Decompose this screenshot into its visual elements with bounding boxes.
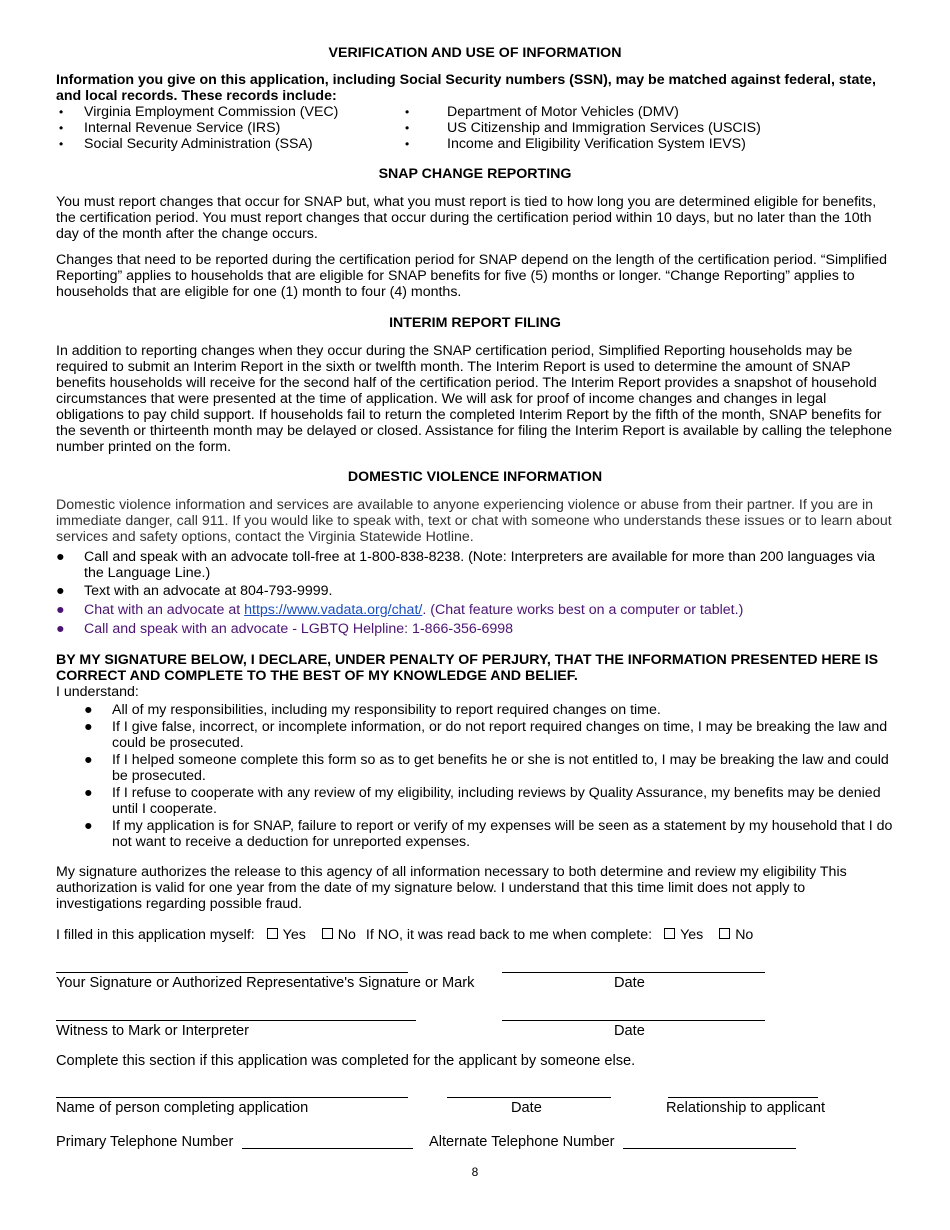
completer-date-label: Date (511, 1100, 542, 1116)
bullet-icon: • (59, 121, 64, 135)
declaration-item-text: If my application is for SNAP, failure to report or verify of my expenses will be seen as a statement by my household that I do not want to receive a deduction for unreported expenses. (112, 818, 893, 850)
snap-change-heading: SNAP CHANGE REPORTING (378, 166, 572, 182)
declaration-item-1 (84, 702, 894, 718)
primary-phone-label: Primary Telephone Number (56, 1134, 234, 1150)
records-row-1 (56, 104, 894, 120)
dv-bullet-4-text: Call and speak with an advocate - LGBTQ Helpline: 1-866-356-6998 (84, 621, 514, 637)
dv-bullet-2-text: Text with an advocate at 804-793-9999. (84, 583, 333, 599)
readback-no-checkbox[interactable] (719, 928, 730, 939)
filled-no-label: No (337, 927, 356, 943)
relationship-line[interactable] (668, 1097, 818, 1098)
readback-yes-label: Yes (680, 927, 704, 943)
dv-bullet-3-pre: Chat with an advocate at (84, 602, 245, 618)
bullet-icon: ● (56, 583, 65, 599)
readback-yes-checkbox[interactable] (664, 928, 675, 939)
i-understand: I understand: (56, 684, 139, 700)
witness-date-line[interactable] (502, 1020, 765, 1021)
read-back-question: If NO, it was read back to me when complete: (365, 927, 653, 943)
filled-question: I filled in this application myself: (56, 927, 255, 943)
bullet-icon: • (59, 137, 64, 151)
filled-yes-label: Yes (282, 927, 306, 943)
record-item: US Citizenship and Immigration Services (USCIS) (447, 120, 761, 136)
readback-no-label: No (735, 927, 754, 943)
bullet-icon: ● (84, 752, 93, 768)
declaration-item-5 (84, 818, 894, 850)
authorization-paragraph: My signature authorizes the release to this agency of all information necessary to both determine and review my eligibility This authorization is valid for one year from the date of my signature below. I understand that this time limit does not apply to investigations regarding possible fraud. (56, 864, 847, 912)
dv-bullet-4 (56, 621, 894, 637)
interim-paragraph: In addition to reporting changes when they occur during the SNAP certification period, Simplified Reporting households may be required to submit an Interim Report in the sixth or twelfth month. The Interim Report is used to determine the amount of SNAP benefits households will receive for the second half of the certification period. The Interim Report provides a snapshot of household circumstances that were presented at the time of application. We will ask for proof of income changes and changes in legal obligations to pay child support. If households fail to return the completed Interim Report by the fifth of the month, SNAP benefits for the seventh or thirteenth month may be delayed or closed. Assistance for filing the Interim Report is available by calling the telephone number printed on the form. (56, 343, 892, 455)
primary-phone-line[interactable] (242, 1148, 413, 1149)
bullet-icon: ● (84, 702, 93, 718)
filled-no-checkbox[interactable] (322, 928, 333, 939)
alternate-phone-line[interactable] (623, 1148, 796, 1149)
record-item: Social Security Administration (SSA) (84, 136, 313, 152)
signature-date-line[interactable] (502, 972, 765, 973)
records-row-2 (56, 120, 894, 136)
declaration-item-text: All of my responsibilities, including my responsibility to report required changes on time. (112, 702, 661, 718)
declaration-item-text: If I refuse to cooperate with any review of my eligibility, including reviews by Quality Assurance, my benefits may be denied until I cooperate. (112, 785, 881, 817)
verification-intro: Information you give on this application, including Social Security numbers (SSN), may be matched against federal, state, and local records. These records include: (56, 72, 876, 104)
declaration-item-text: If I give false, incorrect, or incomplete information, or do not report required changes on time, I may be breaking the law and could be prosecuted. (112, 719, 888, 751)
dv-chat-link[interactable]: https://www.vadata.org/chat/ (244, 602, 423, 618)
verification-heading: VERIFICATION AND USE OF INFORMATION (328, 45, 622, 61)
record-item: Income and Eligibility Verification System IEVS) (447, 136, 746, 152)
completer-name-label: Name of person completing application (56, 1100, 309, 1116)
bullet-icon: ● (84, 818, 93, 834)
declaration-item-text: If I helped someone complete this form so as to get benefits he or she is not entitled to, I may be breaking the law and could be prosecuted. (112, 752, 889, 784)
signature-line[interactable] (56, 972, 408, 973)
bullet-icon: ● (56, 621, 65, 637)
declaration-heading: BY MY SIGNATURE BELOW, I DECLARE, UNDER PENALTY OF PERJURY, THAT THE INFORMATION PRESENTED HERE IS CORRECT AND COMPLETE TO THE BEST OF MY KNOWLEDGE AND BELIEF. (56, 652, 879, 684)
interim-heading: INTERIM REPORT FILING (389, 315, 561, 331)
declaration-item-3 (84, 752, 894, 784)
record-item: Internal Revenue Service (IRS) (84, 120, 281, 136)
dv-bullet-3-post: . (Chat feature works best on a computer or tablet.) (422, 602, 744, 618)
dv-intro: Domestic violence information and services are available to anyone experiencing violence or abuse from their partner. If you are in immediate danger, call 911. If you would like to speak with, text or chat with someone who understands these issues or to learn about services and safety options, contact the Virginia Statewide Hotline. (56, 497, 892, 545)
declaration-item-4 (84, 785, 894, 817)
bullet-icon: • (59, 105, 64, 119)
completer-name-line[interactable] (56, 1097, 408, 1098)
dv-bullet-1-text: Call and speak with an advocate toll-free at 1-800-838-8238. (Note: Interpreters are available for more than 200 languages via the Language Line.) (84, 549, 876, 581)
bullet-icon: ● (56, 602, 65, 618)
bullet-icon: ● (56, 549, 65, 565)
record-item: Department of Motor Vehicles (DMV) (447, 104, 679, 120)
page-number: 8 (471, 1165, 479, 1179)
relationship-label: Relationship to applicant (666, 1100, 826, 1116)
bullet-icon: • (405, 137, 410, 151)
record-item: Virginia Employment Commission (VEC) (84, 104, 339, 120)
records-row-3 (56, 136, 894, 152)
dv-bullet-1 (56, 549, 894, 581)
dv-heading: DOMESTIC VIOLENCE INFORMATION (347, 469, 603, 485)
filled-in-row (56, 927, 894, 943)
bullet-icon: ● (84, 785, 93, 801)
complete-section-note: Complete this section if this application was completed for the applicant by someone else. (56, 1053, 636, 1069)
dv-bullet-2 (56, 583, 894, 599)
witness-line[interactable] (56, 1020, 416, 1021)
declaration-item-2 (84, 719, 894, 751)
signature-label: Your Signature or Authorized Representative's Signature or Mark (56, 975, 475, 991)
witness-label: Witness to Mark or Interpreter (56, 1023, 250, 1039)
signature-date-label: Date (614, 975, 645, 991)
witness-date-label: Date (614, 1023, 645, 1039)
bullet-icon: ● (84, 719, 93, 735)
snap-change-paragraph-2: Changes that need to be reported during the certification period for SNAP depend on the length of the certification period. “Simplified Reporting” applies to households that are eligible for SNAP benefits for five (5) months or longer. “Change Reporting” applies to households that are eligible for one (1) month to four (4) months. (56, 252, 888, 300)
bullet-icon: • (405, 105, 410, 119)
alternate-phone-label: Alternate Telephone Number (429, 1134, 615, 1150)
dv-bullet-3 (56, 602, 894, 618)
filled-yes-checkbox[interactable] (267, 928, 278, 939)
completer-date-line[interactable] (447, 1097, 611, 1098)
bullet-icon: • (405, 121, 410, 135)
snap-change-paragraph-1: You must report changes that occur for SNAP but, what you must report is tied to how long you are determined eligible for benefits, the certification period. You must report changes that occur during the certification period within 10 days, but no later than the 10th day of the month after the change occurs. (56, 194, 877, 242)
